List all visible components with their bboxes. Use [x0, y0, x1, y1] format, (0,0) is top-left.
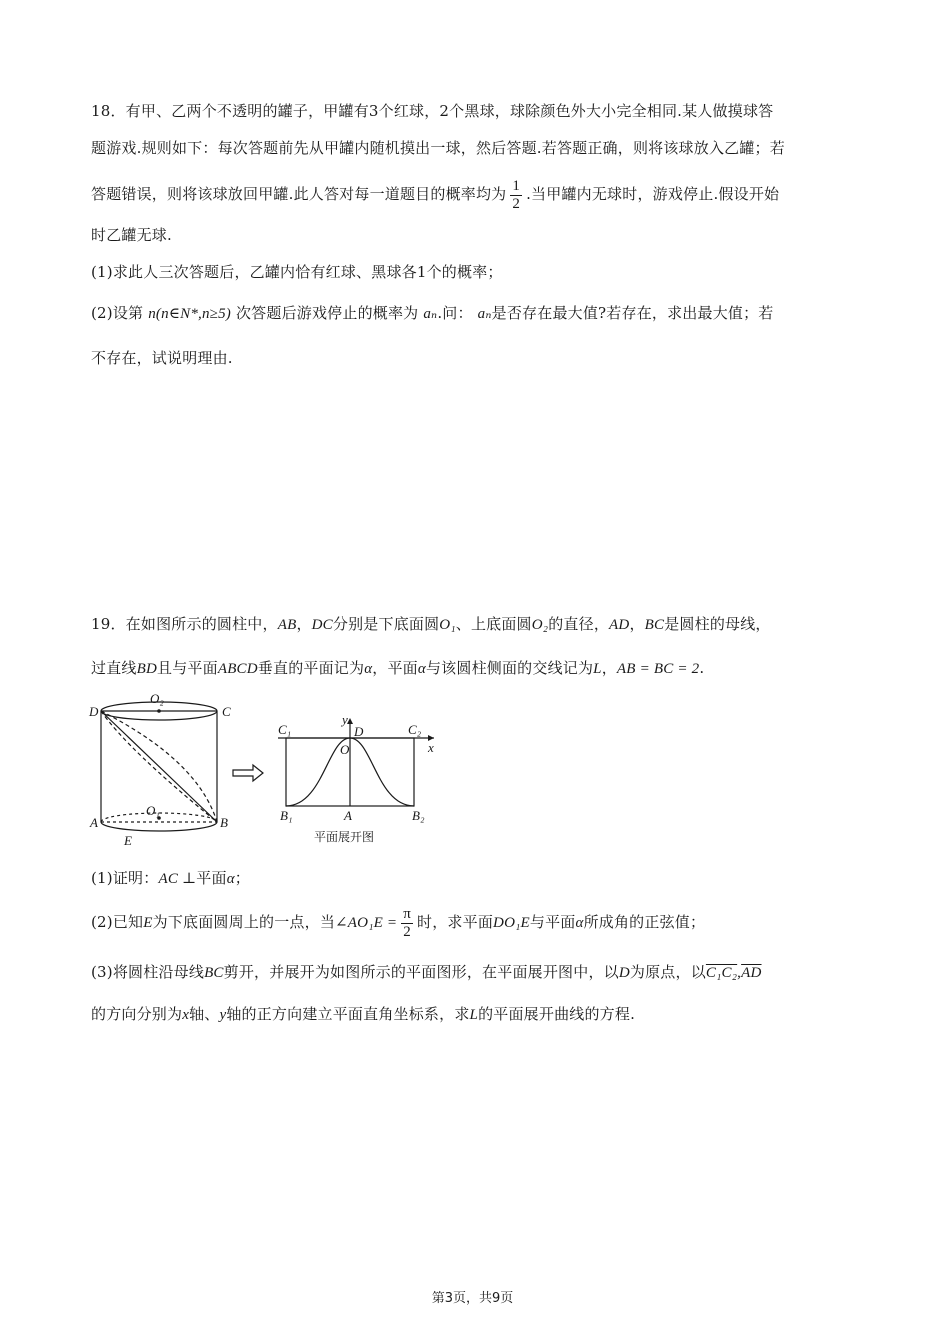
math-n-condition: n(n∈N*,n≥5)	[148, 306, 231, 322]
label-c2: C₂	[408, 722, 422, 737]
label-o: O	[340, 742, 350, 757]
label-c1: C₁	[278, 722, 292, 737]
label-b2: B₂	[412, 808, 425, 823]
label-b1: B₁	[280, 808, 293, 823]
label-o2: O₂	[150, 691, 164, 706]
q18-line-3: 答题错误，则将该球放回甲罐.此人答对每一道题目的概率均为 $\frac{1}{2}$ .当甲罐内无球时，游戏停止.假设开始	[91, 177, 780, 212]
math-an: aₙ	[477, 306, 492, 322]
label-y: y	[342, 712, 348, 727]
vector-ad: $\overline{AD}$	[741, 965, 762, 981]
q18-line-1: 18．有甲、乙两个不透明的罐子，甲罐有3个红球，2个黑球，球除颜色外大小完全相同.某人做摸球答	[91, 102, 774, 120]
label-a-unfold: A	[344, 808, 352, 823]
label-a: A	[90, 815, 98, 830]
label-x: x	[428, 740, 434, 755]
q19-line-2: 过直线BD且与平面ABCD垂直的平面记为α，平面α与该圆柱侧面的交线记为L，AB = BC = 2.	[91, 659, 705, 677]
y-axis-arrow-icon	[347, 718, 353, 724]
unfold-caption: 平面展开图	[314, 830, 375, 844]
q18-part-1: (1)求此人三次答题后，乙罐内恰有红球、黑球各1个的概率；	[91, 263, 503, 281]
q19-line-1: 19．在如图所示的圆柱中，AB，DC分别是下底面圆O₁、上底面圆O₂的直径，AD，BC是圆柱的母线，	[91, 615, 771, 633]
fraction-pi-over-two: $\frac{\pi}{2}$	[403, 905, 412, 940]
page-footer: 第3页，共9页	[431, 1291, 514, 1306]
bottom-ellipse-front	[101, 822, 217, 831]
q18-line-2: 题游戏.规则如下：每次答题前先从甲罐内随机摸出一球，然后答题.若答题正确，则将该球放入乙罐；若	[91, 139, 785, 157]
math-an: aₙ	[423, 306, 438, 322]
point-o2	[157, 709, 161, 713]
cylinder-figure	[88, 690, 448, 860]
label-o1: O₁	[146, 803, 160, 818]
q18-line-4: 时乙罐无球.	[91, 226, 172, 244]
q18-part-2: (2)设第 n(n∈N*,n≥5) 次答题后游戏停止的概率为 aₙ.问： aₙ是否存在最大值?若存在，求出最大值；若	[91, 304, 774, 322]
label-e: E	[124, 833, 132, 848]
label-b: B	[220, 815, 228, 830]
q19-part-2: (2)已知E为下底面圆周上的一点，当∠AO₁E = $\frac{\pi}{2}$ 时，求平面DO₁E与平面α所成角的正弦值；	[91, 905, 706, 940]
unfold-arrow-icon	[233, 765, 263, 781]
cylinder-figure-svg	[88, 690, 448, 860]
q19-part-3: (3)将圆柱沿母线BC剪开，并展开为如图所示的平面图形，在平面展开图中，以D为原点，以$C_1C_2,\overline{AD}$	[91, 963, 762, 981]
label-d: D	[89, 704, 99, 719]
fraction-one-half: $\frac{1}{2}$	[512, 177, 521, 212]
q18-part-2-cont: 不存在，试说明理由.	[91, 349, 233, 367]
q19-part-1: (1)证明：AC ⊥平面α；	[91, 869, 250, 887]
q19-part-3-cont: 的方向分别为x轴、y轴的正方向建立平面直角坐标系，求L的平面展开曲线的方程.	[91, 1005, 636, 1023]
vector-c1c2: C₁C₂	[705, 965, 738, 981]
label-d-unfold: D	[354, 724, 364, 739]
label-c: C	[222, 704, 231, 719]
